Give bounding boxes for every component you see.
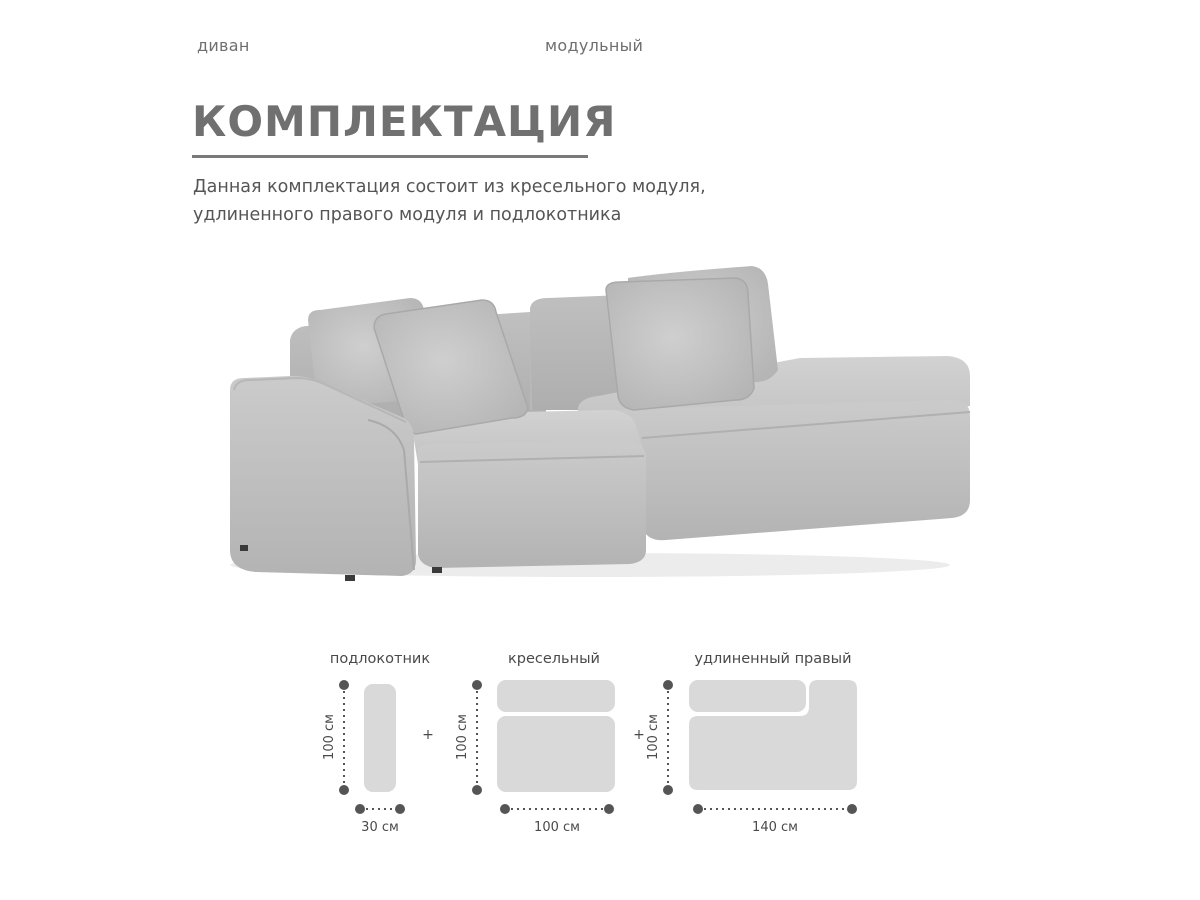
category-tag-modular: модульный [545,36,644,55]
description-line-1: Данная комплектация состоит из кресельного модуля, [193,177,706,197]
module-armchair-seat-shape [497,716,615,792]
plus-sign-1: + [422,727,434,743]
page-title: КОМПЛЕКТАЦИЯ [192,97,617,146]
module-extended-right-back-shape [689,680,806,712]
category-tag-sofa: диван [197,36,250,55]
module-armrest-shape [364,684,396,792]
plus-sign-2: + [633,727,645,743]
module-armrest-width: 30 см [361,820,399,835]
module-extended-right-width: 140 см [752,820,798,835]
module-armchair-label: кресельный [508,651,600,667]
module-armchair-height: 100 см [455,714,470,760]
module-armchair-width: 100 см [534,820,580,835]
module-extended-right-height: 100 см [646,714,661,760]
description-line-2: удлиненного правого модуля и подлокотника [193,205,622,225]
module-extended-right [646,651,857,835]
title-underline [192,155,588,158]
module-armchair [455,651,615,835]
description [193,173,813,229]
module-armrest-label: подлокотник [329,651,431,667]
module-armrest-height: 100 см [322,714,337,760]
module-armrest [322,651,430,835]
sofa-image [200,250,990,595]
module-diagrams [300,640,880,850]
module-extended-right-label: удлиненный правый [694,651,852,667]
module-armchair-back-shape [497,680,615,712]
